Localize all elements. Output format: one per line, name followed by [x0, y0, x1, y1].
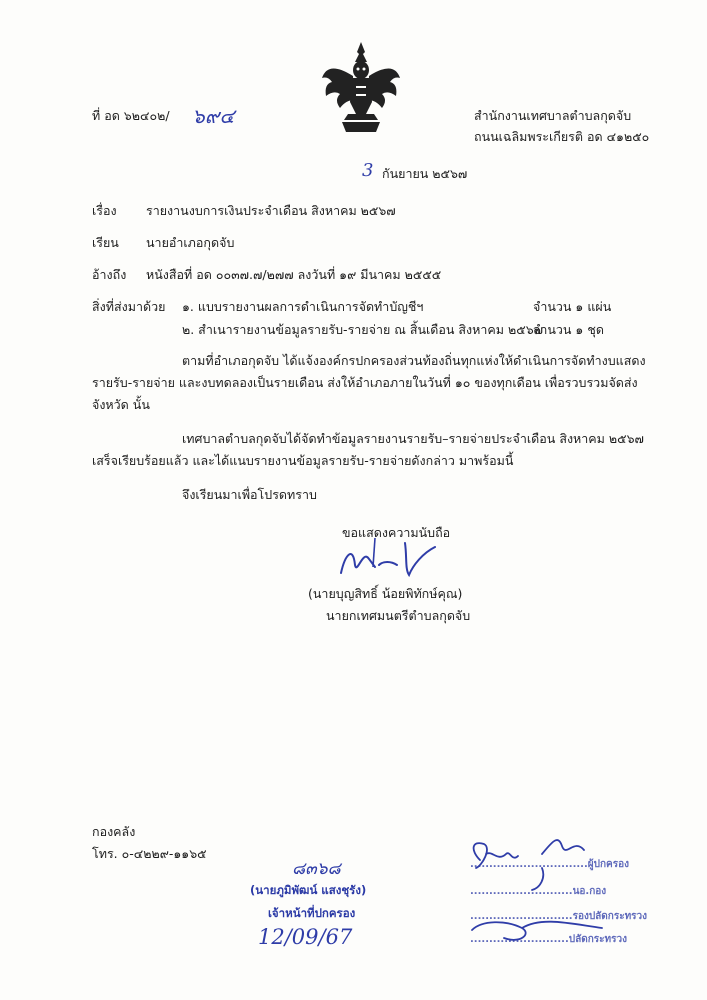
closing-salutation: ขอแสดงความนับถือ: [342, 525, 451, 540]
subject-label: เรื่อง: [92, 203, 117, 218]
stamp-right-line: ...........................นอ.กอง: [470, 886, 607, 897]
ref-number-handwritten: ๖๙๔: [192, 104, 235, 128]
stamp-left-date: 12/09/67: [258, 925, 353, 949]
enclosure-qty: จำนวน ๑ ชุด: [533, 322, 604, 337]
ref-number: ที่ อด ๖๒๔๐๒/: [92, 108, 170, 123]
stamp-right-line: ...........................รองปลัดกระทรวง: [470, 911, 648, 922]
office-address-line1: สำนักงานเทศบาลตำบลกุดจับ: [474, 108, 632, 123]
signer-name: (นายบุญสิทธิ์ น้อยพิทักษ์คุณ): [308, 586, 463, 601]
stamp-right-line: ...............................ผู้ปกครอง: [470, 859, 629, 870]
body-paragraph-3: จึงเรียนมาเพื่อโปรดทราบ: [182, 487, 317, 502]
body-paragraph-1-line: รายรับ-รายจ่าย และงบทดลองเป็นรายเดือน ส่งให้อำเภอภายในวันที่ ๑๐ ของทุกเดือน เพื่อรวบรวมจัดส่ง: [92, 375, 638, 390]
date-day-handwritten: 3: [362, 160, 374, 181]
enclosure-item: ๒. สำเนารายงานข้อมูลรายรับ-รายจ่าย ณ สิ้นเดือน สิงหาคม ๒๕๖๗: [182, 322, 544, 337]
body-paragraph-2-line: เทศบาลตำบลกุดจับได้จัดทำข้อมูลรายงานรายรับ–รายจ่ายประจำเดือน สิงหาคม ๒๕๖๗: [182, 431, 644, 446]
enclosures-label: สิ่งที่ส่งมาด้วย: [92, 299, 166, 314]
body-paragraph-1-line: จังหวัด นั้น: [92, 397, 150, 412]
signature-mayor: [335, 535, 445, 581]
recipient-label: เรียน: [92, 235, 119, 250]
body-paragraph-2-line: เสร็จเรียบร้อยแล้ว และได้แนบรายงานข้อมูลรายรับ-รายจ่ายดังกล่าว มาพร้อมนี้: [92, 453, 514, 468]
stamp-left-number: ๘๓๖๘: [292, 859, 341, 879]
recipient-value: นายอำเภอกุดจับ: [146, 235, 235, 250]
reference-value: หนังสือที่ อด ๐๐๓๗.๗/๒๗๗ ลงวันที่ ๑๙ มีนาคม ๒๕๕๕: [146, 267, 442, 282]
signer-title: นายกเทศมนตรีตำบลกุดจับ: [326, 608, 471, 623]
office-address-line2: ถนนเฉลิมพระเกียรติ อด ๔๑๒๕๐: [474, 129, 650, 144]
reference-label: อ้างถึง: [92, 267, 127, 282]
enclosure-qty: จำนวน ๑ แผ่น: [533, 299, 612, 314]
stamp-right-line: ..........................ปลัดกระทรวง: [470, 934, 627, 945]
body-paragraph-1-line: ตามที่อำเภอกุดจับ ได้แจ้งองค์กรปกครองส่วนท้องถิ่นทุกแห่งให้ดำเนินการจัดทำงบแสดง: [182, 353, 646, 368]
garuda-emblem-icon: [318, 40, 404, 136]
footer-phone: โทร. ๐-๔๒๒๙-๑๑๖๕: [92, 846, 207, 861]
enclosure-item: ๑. แบบรายงานผลการดำเนินการจัดทำบัญชีฯ: [182, 299, 424, 314]
subject-value: รายงานงบการเงินประจำเดือน สิงหาคม ๒๕๖๗: [146, 203, 396, 218]
letter-date: กันยายน ๒๕๖๗: [382, 166, 468, 181]
stamp-left-title: เจ้าหน้าที่ปกครอง: [268, 906, 356, 920]
footer-department: กองคลัง: [92, 824, 136, 839]
stamp-left-name: (นายภูมิพัฒน์ แสงชุรัง): [250, 883, 367, 897]
